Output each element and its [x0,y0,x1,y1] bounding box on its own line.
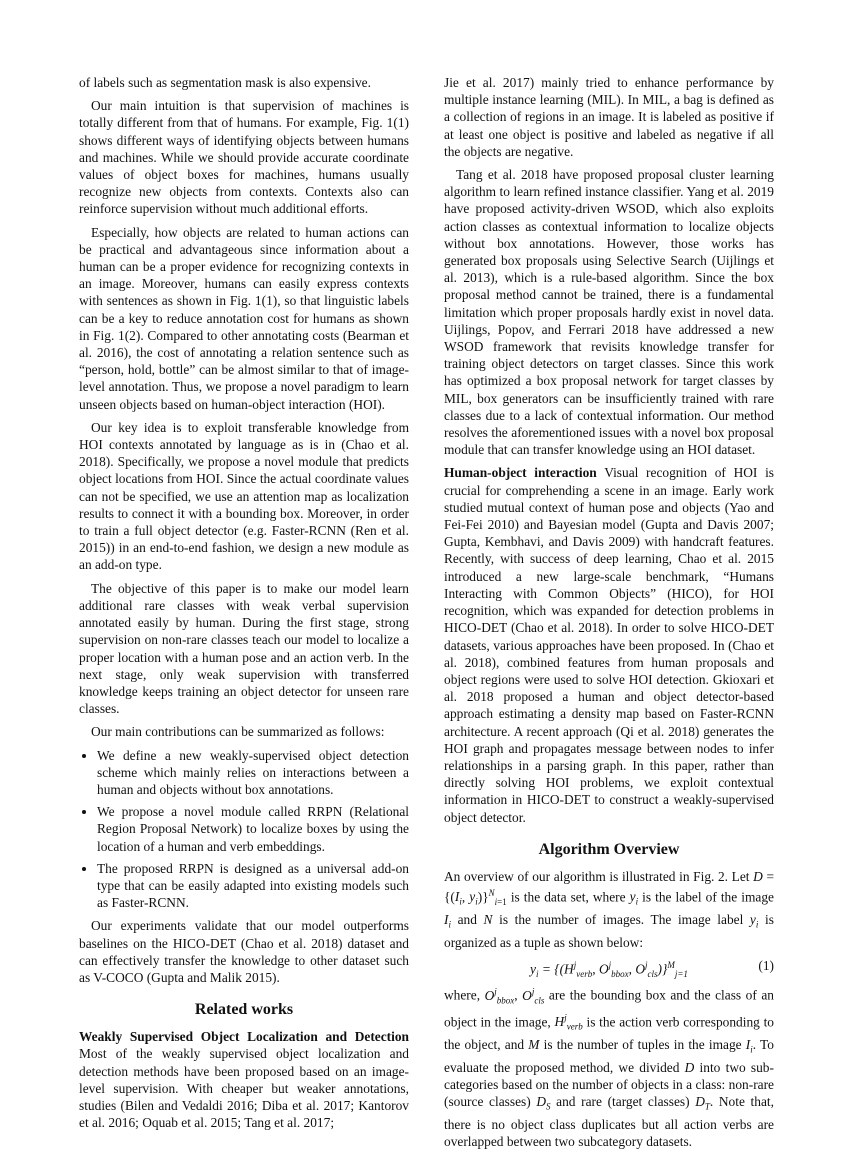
paragraph-where: where, $O^j_{bbox}$, $O^j_{cls}$ are the bounding box and the class of an object in the image, $H^j_{verb}$ is the action verb corresponding to the object, and M is the number of tuples in the image $I_i$. To evaluate the proposed method, we divided D into two sub-categories based on the number of objects in a class: non-rare (source classes) $D_S$ and rare (target classes) $D_T$. Note that, there is no object class duplicates but all action verbs are overlapped between two subcategory datasets. [444,986,774,1150]
list-item: • The proposed RRPN is designed as a universal add-on type that can be easily adapted into existing models such as Faster-RCNN. [97,860,409,912]
paragraph-algorithm: An overview of our algorithm is illustrated in Fig. 2. Let $D = \{(I_i$, $y_i)\}^N_{i=1}$ is the data set, where $y_i$ is the label of the image $I_i$ and N is the number of images. The image label $y_i$ is organized as a tuple as shown below: [444,868,774,951]
section-heading-related-works: Related works [194,1001,294,1019]
paragraph-experiments: Our experiments validate that our model outperforms baselines on the HICO-DET (Chao et al. 2018) dataset and can effectively transfer the knowledge to other dataset such as V-COCO (Gupta and Malik 2015). [79,918,409,985]
paragraph-key-idea: Our key idea is to exploit transferable knowledge from HOI contexts annotated by language as is in (Chao et al. 2018). Specifically, we propose a novel module that predicts object locations from HOI. Since the actual coordinate values can not be specified, we use an attention map as localization results to connect it with a bounding box. Moreover, in order to train a full object detector (e.g. Faster-RCNN (Ren et al. 2015)) in an end-to-end fashion, we design a new module as an add-on type. [79,419,409,573]
paragraph-hoi-text: Visual recognition of HOI is crucial for comprehending a scene in an image. Early work studied mutual context of human pose and objects (Yao and Fei-Fei 2010) and Bayesian model (Gupta and Davis 2007; Gupta, Kembhavi, and Davis 2009) with handcraft features. Recently, with success of deep learning, Chao et al. 2015 introduced a new large-scale benchmark, “Humans Interacting with Common Objects” (HICO), for HOI recognition, which was expanded for detection problems in HICO-DET (Chao et al. 2018). In order to solve HICO-DET datasets, various approaches have been proposed. In (Chao et al. 2018), combined features from human proposals and object regions were used to solve HOI detection. Gkioxari et al. 2018 proposed a human and object detector-based approach estimating a density map based on Faster-RCNN architecture. A recent approach (Qi et al. 2018) generates the HOI graph and propagates message between nodes to infer relationships in a parsing graph. In this paper, rather than directly solving HOI problems, we exploit contextual information in HICO-DET to construct a weakly-supervised object detector. [444,465,775,825]
paragraph-contributions-intro: Our main contributions can be summarized as follows: [91,724,385,740]
paragraph-continuation: of labels such as segmentation mask is also expensive. [79,75,371,90]
list-item: • We propose a novel module called RRPN (Relational Region Proposal Network) to localize boxes by using the location of a human and verb embeddings. [97,803,409,855]
paragraph-especially: Especially, how objects are related to human actions can be practical and advantageous since information about a human can be a proper evidence for recognizing contexts in an image. Moreover, humans can easily express contexts with sentences as shown in Fig. 1(1), so that linguistic labels can be a key to reduce annotation cost for humans as shown in Fig. 1(2). Compared to other annotating costs (Bearman et al. 2016), the cost of annotating a relation sentence such as “person, hold, bottle” can be almost similar to that of image-level annotation. Thus, we propose a novel paradigm to learn unseen objects based on human-object interaction (HOI). [79,224,409,412]
run-in-heading-hoi: Human-object interaction [444,465,597,481]
paragraph-objective: The objective of this paper is to make our model learn additional rare classes with weak verbal supervision annotated easily by human. During the first stage, strong supervision on non-rare classes teach our model to localize a proper location with a human pose and an action verb. In the next stage, only weak supervision with transferred knowledge keeps training an object detector for unseen rare classes. [79,580,409,717]
paragraph-tang: Tang et al. 2018 have proposed proposal cluster learning algorithm to learn refined instance classifier. Yang et al. 2019 have proposed activity-driven WSOD, which also exploits action classes as contextual information to localize objects without box annotations. However, those works has generated box proposals using Selective Search (Uijlings et al. 2013), which is a rule-based algorithm. Since the box proposal method cannot be trained, there is a fundamental limitation which proper proposals hardly exist in novel data. Uijlings, Popov, and Ferrari 2018 have addressed a new WSOD framework that revisits knowledge transfer for training object detectors on target classes. Since this work has optimized a box proposal network for target classes by MIL, box generators can be insufficiently trained with rare classes due to a lack of contextual information. Our method resolves the aforementioned issues with a novel box proposal module that can transfer knowledge using an HOI dataset. [444,167,774,458]
equation-number: (1) [758,958,774,974]
list-item: • We define a new weakly-supervised object detection scheme which mainly relies on interactions between a human and objects without box annotations. [97,747,409,799]
paragraph-mil-continuation: Jie et al. 2017) mainly tried to enhance performance by multiple instance learning (MIL). In MIL, a bag is defined as a collection of regions in an image. It is labeled as positive if at least one object is positive and labeled as negative if all the objects are negative. [444,75,774,159]
paragraph-wsol [79,1028,409,1131]
equation-1: $y_i = \{(H^j_{verb}$, $O^j_{bbox}$, $O^j_{cls})\}^M_{j=1}$ (1) [530,958,774,980]
contributions-list [79,747,409,912]
run-in-heading-wsol: Weakly Supervised Object Localization and Detection [79,1029,409,1045]
left-column [79,74,409,1137]
paragraph-wsol-text: Most of the weakly supervised object localization and detection methods have been proposed based on an image-level supervision. With cheaper but weaker annotations, studies (Bilen and Vedaldi 2016; Diba et al. 2017; Kantorov et al. 2016; Oquab et al. 2015; Tang et al. 2017; [79,1046,409,1131]
paragraph-hoi [444,464,774,825]
paragraph-intuition: Our main intuition is that supervision of machines is totally different from that of humans. For example, Fig. 1(1) shows different ways of identifying objects between humans and machines. While we should provide accurate coordinate values of object boxes for machines, humans usually recognize new objects from contexts. Contexts also can reinforce supervision without much additional efforts. [79,98,409,217]
right-column [444,74,774,1157]
section-heading-algorithm-overview: Algorithm Overview [538,840,680,858]
